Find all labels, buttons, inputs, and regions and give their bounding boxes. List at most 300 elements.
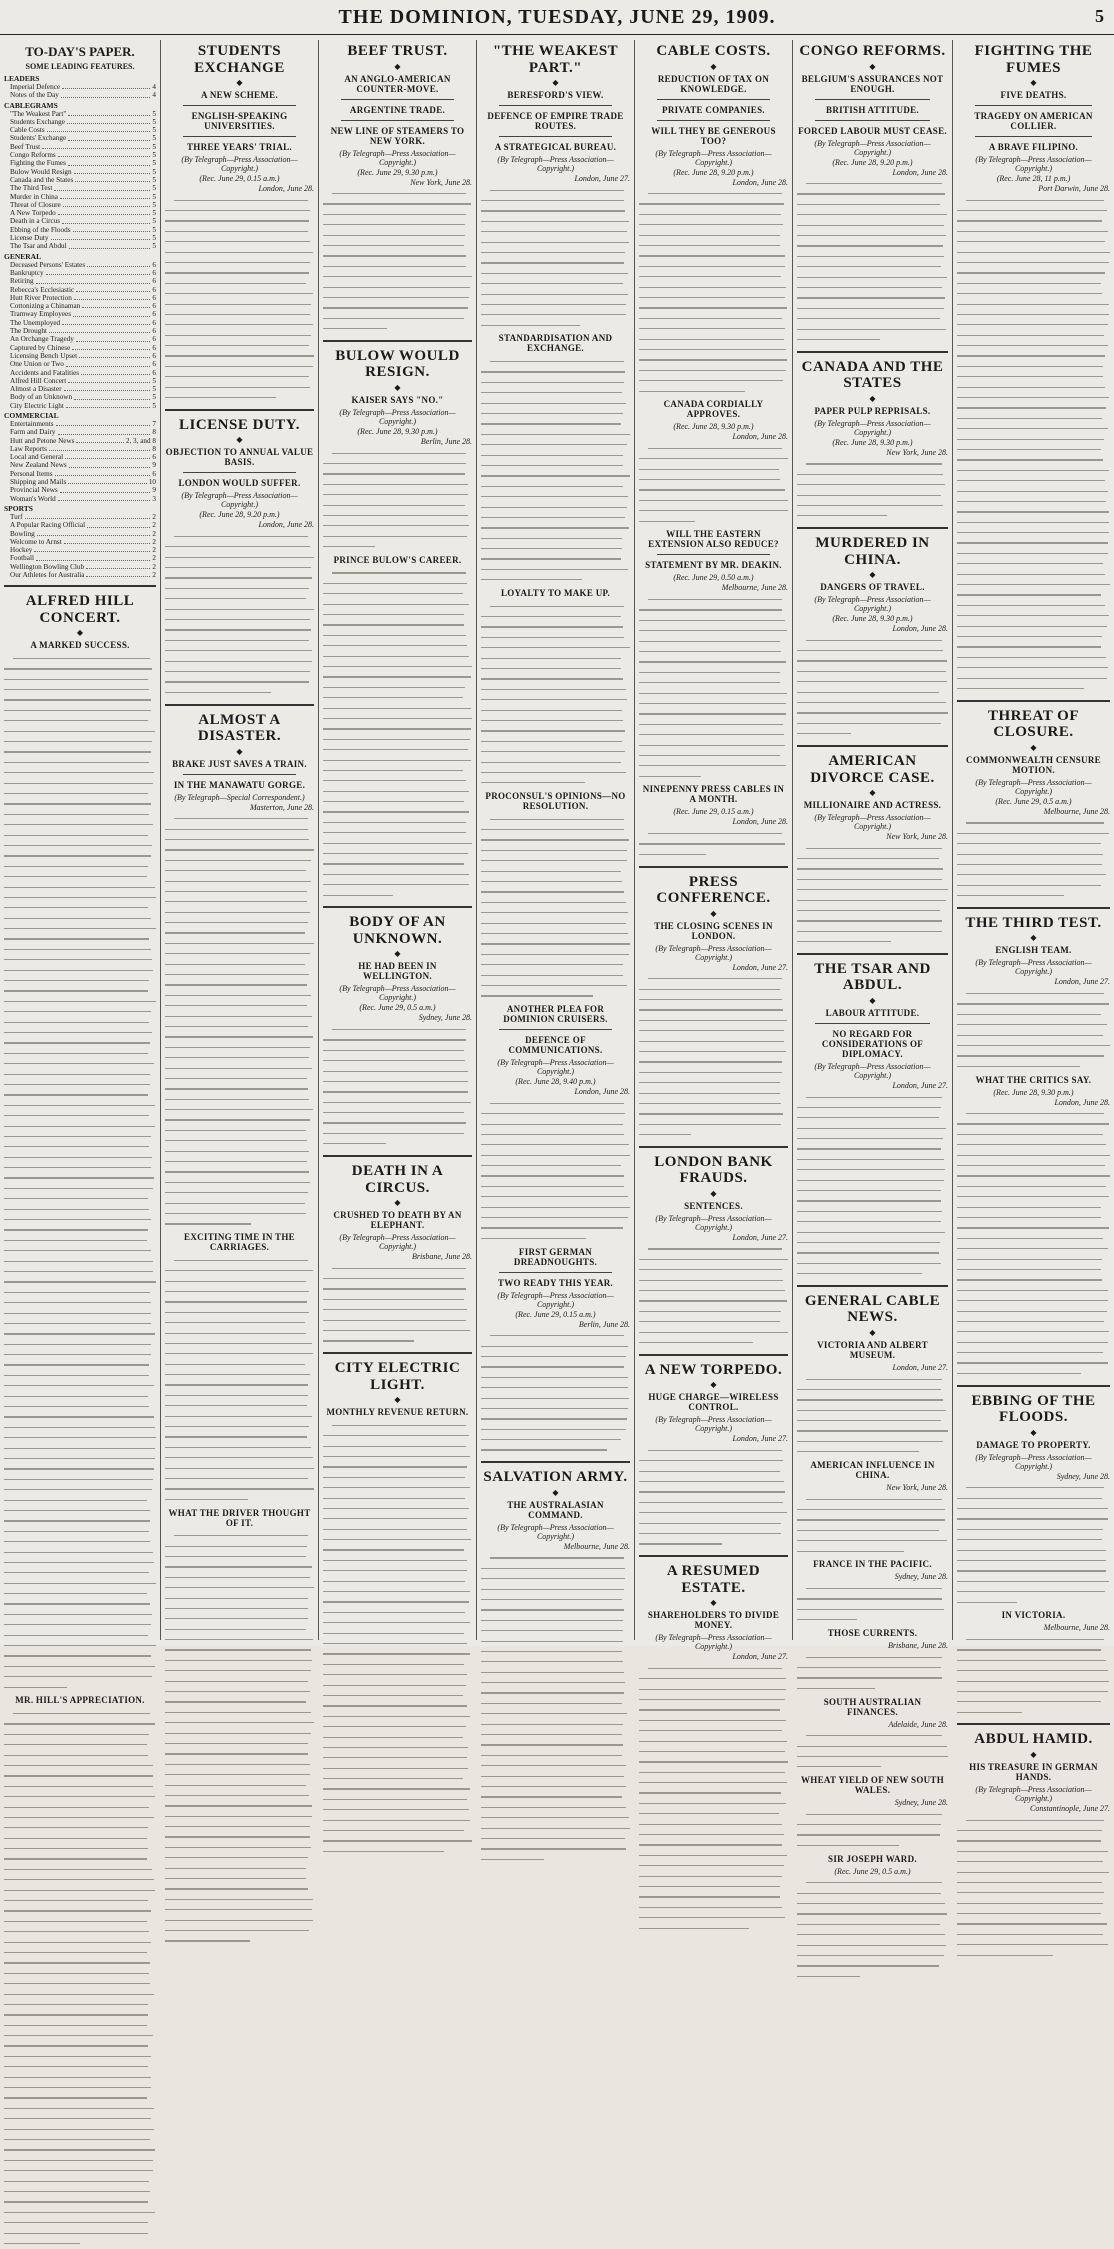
index-entry-page: 5 <box>152 159 156 168</box>
page-number: 5 <box>1095 6 1104 26</box>
article-subhead: TWO READY THIS YEAR. <box>497 1277 614 1288</box>
index-entry-page: 5 <box>152 167 156 176</box>
index-entry-page: 5 <box>152 151 156 160</box>
leader-dots <box>25 513 151 519</box>
index-entry-page: 6 <box>152 310 156 319</box>
ornament: ◆ <box>394 1198 401 1208</box>
article-subhead: DEFENCE OF EMPIRE TRADE ROUTES. <box>487 111 624 131</box>
ornament: ◆ <box>1030 78 1037 87</box>
article-body-text <box>323 568 472 901</box>
article-dateline: London, June 27. <box>574 174 630 183</box>
article-subhead: FIRST GERMAN DREADNOUGHTS. <box>513 1246 598 1267</box>
article-credit: (By Telegraph—Press Association—Copyright.) <box>339 984 456 1003</box>
divider <box>815 99 930 100</box>
index-entry <box>10 91 156 99</box>
index-entry-title: Personal Items <box>10 469 53 478</box>
article-dateline: London, June 28. <box>732 177 788 187</box>
divider <box>499 1029 612 1030</box>
index-entry-title: "The Weakest Part" <box>10 109 67 118</box>
index-entry-page: 2 <box>152 537 156 546</box>
index-entry-page: 5 <box>152 225 156 234</box>
leader-dots <box>73 226 151 232</box>
article-dateline: New York, June 28. <box>886 447 948 457</box>
leader-dots <box>82 302 150 308</box>
index-entry-page: 6 <box>152 343 156 352</box>
index-entry-title: Provincial News <box>10 486 58 495</box>
article-received: (Rec. June 28, 9.30 p.m.) <box>832 614 913 624</box>
index-entry <box>10 546 156 554</box>
leader-dots <box>79 352 150 358</box>
index-entry <box>10 420 156 428</box>
index-entry-page: 2 <box>152 554 156 563</box>
article-subhead: A MARKED SUCCESS. <box>30 640 130 651</box>
index-category: COMMERCIAL <box>4 410 59 420</box>
article-subhead: PROCONSUL'S OPINIONS—NO RESOLUTION. <box>485 791 626 812</box>
article-body-text <box>323 448 472 552</box>
leader-dots <box>73 310 150 316</box>
index-entry-title: Farm and Dairy <box>10 428 56 437</box>
article-body-text <box>639 1244 788 1348</box>
divider <box>499 1272 612 1273</box>
article-subhead: PRIVATE COMPANIES. <box>662 104 765 115</box>
index-entry <box>10 302 156 310</box>
article-subhead: THE CLOSING SCENES IN LONDON. <box>654 920 773 941</box>
leader-dots <box>67 118 151 124</box>
divider <box>957 1723 1110 1725</box>
leader-dots <box>81 369 150 375</box>
index-entry-page: 6 <box>152 453 156 462</box>
index-entry <box>10 310 156 318</box>
divider <box>957 700 1110 702</box>
index-entry-title: Fighting the Fumes <box>10 159 66 168</box>
ornament: ◆ <box>710 1380 717 1390</box>
index-entry-page: 5 <box>152 126 156 135</box>
index-entry-title: Cottonizing a Chinaman <box>10 302 81 311</box>
leader-dots <box>69 242 151 248</box>
article-body-text <box>797 843 948 947</box>
article-subhead: TRAGEDY ON AMERICAN COLLIER. <box>974 111 1093 131</box>
article-body-text <box>797 1878 948 1982</box>
divider <box>797 527 948 529</box>
column-articles <box>4 593 156 2248</box>
index-entry <box>10 360 156 368</box>
index-entry-title: Licensing Bench Upset <box>10 351 78 360</box>
article-received: (Rec. June 29, 0.15 a.m.) <box>673 807 754 817</box>
leader-dots <box>49 445 150 451</box>
leader-dots <box>74 294 151 300</box>
index-entry <box>10 495 156 503</box>
article-body-text <box>323 1024 472 1149</box>
index-entry <box>10 193 156 201</box>
divider <box>657 99 770 100</box>
index-subheading: SOME LEADING FEATURES. <box>25 62 135 71</box>
leader-dots <box>47 126 151 132</box>
article-received: (Rec. June 29, 9.30 p.m.) <box>357 167 438 177</box>
index-entry <box>10 168 156 176</box>
divider <box>957 1385 1110 1387</box>
divider <box>323 1352 472 1354</box>
article-body-text <box>797 1652 948 1694</box>
index-entry <box>10 319 156 327</box>
index-entry <box>10 83 156 91</box>
index-entry-page: 6 <box>152 268 156 277</box>
index-entry <box>10 294 156 302</box>
divider <box>341 120 454 121</box>
ornament: ◆ <box>552 1487 559 1497</box>
news-column-5 <box>792 40 952 1876</box>
article-body-text <box>4 653 156 1692</box>
article-subhead: LABOUR ATTITUDE. <box>825 1007 920 1018</box>
index-entry-title: Cable Costs <box>10 126 45 135</box>
article-subhead: AN ANGLO-AMERICAN COUNTER-MOVE. <box>344 73 451 94</box>
article-dateline: Masterton, June 28. <box>250 802 314 812</box>
article-subhead: NINEPENNY PRESS CABLES IN A MONTH. <box>642 784 785 805</box>
index-entry <box>10 461 156 469</box>
article-received: (Rec. June 29, 0.5 a.m.) <box>359 1003 436 1013</box>
index-entry <box>10 143 156 151</box>
index-entry-title: Retiring <box>10 277 34 286</box>
index-entry <box>10 269 156 277</box>
index-entry-title: Imperial Defence <box>10 83 61 91</box>
leader-dots <box>66 402 151 408</box>
leader-dots <box>36 554 150 560</box>
article-body-text <box>797 179 948 345</box>
leader-dots <box>68 377 150 383</box>
divider <box>797 745 948 747</box>
article-body-text <box>957 195 1110 694</box>
article-dateline: London, June 27. <box>732 1652 788 1662</box>
article-subhead: COMMONWEALTH CENSURE MOTION. <box>966 754 1101 775</box>
article-body-text <box>481 1098 630 1243</box>
article-body-text <box>323 1420 472 1856</box>
ornament: ◆ <box>869 788 876 797</box>
article-credit: (By Telegraph—Press Association—Copyright.) <box>975 1452 1092 1471</box>
article-headline: A RESUMED ESTATE. <box>666 1563 761 1596</box>
leader-dots <box>64 538 151 544</box>
leader-dots <box>68 110 150 116</box>
article-credit: (By Telegraph—Press Association—Copyright.) <box>181 491 298 510</box>
index-entry-page: 5 <box>152 401 156 410</box>
index-entry-title: Shipping and Mails <box>10 478 67 487</box>
ornament: ◆ <box>710 908 717 918</box>
article-body-text <box>957 1483 1110 1608</box>
index-entry-page: 8 <box>152 428 156 437</box>
article-credit: (By Telegraph—Press Association—Copyright.) <box>497 1522 614 1541</box>
index-entry-page: 5 <box>152 117 156 126</box>
article-body-text <box>639 974 788 1140</box>
article-headline: PRESS CONFERENCE. <box>656 873 771 907</box>
index-entry-title: An Orchange Tragedy <box>10 335 74 344</box>
index-entry-page: 5 <box>152 376 156 385</box>
article-subhead: AMERICAN INFLUENCE IN CHINA. <box>810 1460 935 1481</box>
index-heading: TO-DAY'S PAPER. <box>25 44 135 59</box>
news-column-3 <box>476 40 634 1640</box>
leader-dots <box>69 461 151 467</box>
index-entry-title: Our Athletes for Australia <box>10 571 85 580</box>
index-entry <box>10 521 156 529</box>
leader-dots <box>63 201 151 207</box>
news-column-6 <box>952 40 1114 1813</box>
index-entry <box>10 134 156 142</box>
index-entry-page: 2 <box>152 529 156 538</box>
leader-dots <box>65 453 150 459</box>
leader-dots <box>46 269 151 275</box>
divider <box>323 340 472 342</box>
index-entry <box>10 402 156 410</box>
index-entry-title: Woman's World <box>10 494 56 503</box>
ornament: ◆ <box>236 435 243 445</box>
leader-dots <box>87 261 150 267</box>
article-headline: LONDON BANK FRAUDS. <box>654 1153 773 1187</box>
divider <box>323 1155 472 1157</box>
news-column-2 <box>318 40 476 1640</box>
divider <box>975 105 1092 106</box>
article-subhead: FRANCE IN THE PACIFIC. <box>813 1559 932 1570</box>
article-headline: SALVATION ARMY. <box>483 1469 628 1486</box>
index-entry <box>10 478 156 486</box>
divider <box>639 866 788 868</box>
article-body-text <box>165 195 314 403</box>
index-entry <box>10 110 156 118</box>
index-entry-page: 2 <box>152 521 156 530</box>
article-subhead: LONDON WOULD SUFFER. <box>178 478 301 489</box>
index-entry-page: 6 <box>152 351 156 360</box>
index-entry <box>10 369 156 377</box>
article-body-text <box>481 601 630 788</box>
divider <box>957 907 1110 909</box>
index-entry-title: Threat of Closure <box>10 200 61 209</box>
article-body-text <box>4 1708 156 2248</box>
divider <box>183 105 296 106</box>
divider <box>815 120 930 121</box>
article-body-text <box>797 1374 948 1457</box>
index-entry-title: License Duty <box>10 234 49 243</box>
index-category: SPORTS <box>4 503 33 513</box>
article-subhead: FORCED LABOUR MUST CEASE. <box>798 125 947 136</box>
index-entry <box>10 201 156 209</box>
article-subhead: REDUCTION OF TAX ON KNOWLEDGE. <box>657 73 770 94</box>
leader-dots <box>76 286 150 292</box>
article-body-text <box>481 185 630 330</box>
article-body-text <box>957 1815 1110 1960</box>
article-headline: ALFRED HILL CONCERT. <box>25 593 135 626</box>
index-entry <box>10 327 156 335</box>
article-body-text <box>639 594 788 781</box>
article-dateline: London, June 28. <box>892 624 948 634</box>
article-received: (Rec. June 28, 9.20 p.m.) <box>673 167 754 177</box>
article-dateline: New York, June 28. <box>410 177 472 187</box>
leader-dots <box>74 168 151 174</box>
article-subhead: A NEW SCHEME. <box>201 90 278 100</box>
index-entry-title: Turf <box>10 512 23 521</box>
ornament: ◆ <box>869 995 876 1005</box>
article-credit: (By Telegraph—Press Association—Copyright.) <box>814 418 931 437</box>
article-dateline: Sydney, June 28. <box>418 1013 472 1023</box>
article-headline: ABDUL HAMID. <box>974 1731 1093 1748</box>
index-entry-title: Wellington Bowling Club <box>10 562 85 571</box>
article-received: (Rec. June 28, 9.30 p.m.) <box>673 422 754 432</box>
index-entry-title: Deceased Persons' Estates <box>10 260 86 269</box>
article-received: (Rec. June 29, 0.15 a.m.) <box>515 1309 596 1319</box>
article-credit: (By Telegraph—Press Association—Copyright.) <box>497 1290 614 1309</box>
article-headline: BODY OF AN UNKNOWN. <box>349 914 446 947</box>
index-entry-page: 5 <box>152 142 156 151</box>
index-entry-title: Entertainments <box>10 419 54 428</box>
article-credit: (By Telegraph—Press Association—Copyright.) <box>339 148 456 167</box>
ornament: ◆ <box>869 570 876 580</box>
leader-dots <box>58 428 151 434</box>
article-received: (Rec. June 28, 11 p.m.) <box>996 174 1071 183</box>
index-entry-title: Canada and the States <box>10 175 74 184</box>
article-headline: LICENSE DUTY. <box>179 416 300 433</box>
index-entry <box>10 352 156 360</box>
index-entry-page: 5 <box>152 234 156 243</box>
article-body-text <box>639 828 788 859</box>
article-subhead: NEW LINE OF STEAMERS TO NEW YORK. <box>330 125 465 146</box>
article-headline: THREAT OF CLOSURE. <box>987 707 1080 741</box>
leader-dots <box>37 530 151 536</box>
index-entry-title: Ebbing of the Floods <box>10 225 71 234</box>
article-credit: (By Telegraph—Press Association—Copyright.) <box>975 958 1092 977</box>
index-entry-page: 5 <box>152 109 156 118</box>
index-entry-page: 4 <box>152 83 156 91</box>
divider <box>183 774 296 775</box>
article-dateline: London, June 28. <box>574 1087 630 1097</box>
leader-dots <box>76 437 123 443</box>
article-headline: CITY ELECTRIC LIGHT. <box>334 1360 461 1393</box>
index-entry <box>10 184 156 192</box>
index-entry-page: 4 <box>152 91 156 100</box>
article-headline: THE THIRD TEST. <box>965 914 1102 931</box>
leader-dots <box>60 193 150 199</box>
article-subhead: WHEAT YIELD OF NEW SOUTH WALES. <box>800 1775 945 1796</box>
index-entry <box>10 159 156 167</box>
leader-dots <box>76 335 151 341</box>
article-received: (Rec. June 28, 9.30 p.m.) <box>357 426 438 436</box>
article-dateline: London, June 27. <box>892 1080 948 1090</box>
leader-dots <box>58 495 151 501</box>
article-subhead: IN THE MANAWATU GORGE. <box>173 779 306 790</box>
index-entry-page: 6 <box>152 285 156 294</box>
article-body-text <box>165 531 314 697</box>
index-entry <box>10 286 156 294</box>
leader-dots <box>60 486 151 492</box>
index-category: LEADERS <box>4 74 40 83</box>
index-entry-title: Death in a Circus <box>10 217 61 226</box>
article-subhead: FIVE DEATHS. <box>1000 90 1067 100</box>
article-credit: (By Telegraph—Press Association—Copyright.) <box>655 148 772 167</box>
index-entry-title: Captured by Chinese <box>10 343 71 352</box>
article-received: (Rec. June 29, 0.5 a.m.) <box>995 796 1072 806</box>
article-headline: CONGO REFORMS. <box>799 43 946 59</box>
article-headline: FIGHTING THE FUMES <box>974 43 1093 76</box>
article-credit: (By Telegraph—Press Association—Copyright.) <box>339 1233 456 1252</box>
index-entry <box>10 530 156 538</box>
article-credit: (By Telegraph—Press Association—Copyright.) <box>814 595 931 614</box>
index-entry <box>10 209 156 217</box>
index-entry-page: 2 <box>152 512 156 521</box>
leader-dots <box>49 327 150 333</box>
article-subhead: ENGLISH TEAM. <box>995 945 1072 956</box>
article-body-text <box>481 1331 630 1456</box>
index-entry-title: Hutt River Protection <box>10 293 72 302</box>
index-entry-title: Alfred Hill Concert <box>10 376 67 385</box>
index-entry-page: 6 <box>152 469 156 478</box>
leader-dots <box>54 184 150 190</box>
leader-dots <box>68 134 150 140</box>
index-entry-title: Rebecca's Ecclesiastic <box>10 285 75 294</box>
index-entry-page: 6 <box>152 277 156 286</box>
index-entry-title: One Union or Two <box>10 360 64 369</box>
article-body-text <box>639 1445 788 1549</box>
article-dateline: Sydney, June 28. <box>894 1798 948 1808</box>
article-received: (Rec. June 28, 9.40 p.m.) <box>515 1077 596 1087</box>
index-entry-title: Hutt and Petone News <box>10 436 75 445</box>
article-subhead: MILLIONAIRE AND ACTRESS. <box>803 800 942 810</box>
divider <box>499 136 612 137</box>
article-body-text <box>957 1109 1110 1379</box>
index-entry <box>10 344 156 352</box>
ornament: ◆ <box>1030 742 1037 752</box>
article-received: (Rec. June 29, 0.5 a.m.) <box>834 1866 911 1876</box>
divider <box>481 1461 630 1463</box>
article-credit: (By Telegraph—Press Association—Copyright.) <box>655 943 772 962</box>
index-entry <box>10 445 156 453</box>
divider <box>639 1354 788 1356</box>
index-entry-title: Murder in China <box>10 192 58 201</box>
article-body-text <box>797 1583 948 1625</box>
divider <box>183 472 296 473</box>
index-entry-title: Congo Reforms <box>10 151 56 160</box>
article-body-text <box>797 1494 948 1556</box>
article-body-text <box>481 356 630 585</box>
article-credit: (By Telegraph—Press Association—Copyright.) <box>975 777 1092 796</box>
article-dateline: London, June 27. <box>732 1232 788 1242</box>
index-entry <box>10 563 156 571</box>
ornament: ◆ <box>710 61 717 71</box>
index-entry-title: Almost a Disaster <box>10 385 62 394</box>
index-entry-page: 5 <box>152 175 156 184</box>
index-entry-page: 6 <box>152 318 156 327</box>
divider <box>499 105 612 106</box>
leader-dots <box>66 360 151 366</box>
index-entry <box>10 385 156 393</box>
article-dateline: Berlin, June 28. <box>578 1319 630 1329</box>
article-subhead: LOYALTY TO MAKE UP. <box>500 588 611 599</box>
ornament: ◆ <box>1030 1427 1037 1437</box>
article-received: (Rec. June 28, 9.20 p.m.) <box>832 157 913 167</box>
article-dateline: Melbourne, June 28. <box>563 1541 630 1551</box>
index-entry-page: 5 <box>152 385 156 394</box>
index-entry-title: Welcome to Arnst <box>10 537 62 546</box>
divider <box>639 1146 788 1148</box>
divider <box>165 409 314 411</box>
article-headline: GENERAL CABLE NEWS. <box>804 1292 941 1326</box>
divider <box>657 120 770 121</box>
news-column-4 <box>634 40 792 1662</box>
article-subhead: OBJECTION TO ANNUAL VALUE BASIS. <box>165 447 314 468</box>
index-entry <box>10 335 156 343</box>
index-entry-title: Law Reports <box>10 444 47 453</box>
article-subhead: SOUTH AUSTRALIAN FINANCES. <box>823 1696 922 1717</box>
article-subhead: DANGERS OF TRAVEL. <box>820 582 925 593</box>
leader-dots <box>36 277 151 283</box>
article-subhead: SIR JOSEPH WARD. <box>828 1853 917 1864</box>
article-dateline: Sydney, June 28. <box>1056 1471 1110 1481</box>
index-entry-title: The Third Test <box>10 184 53 193</box>
index-entry <box>10 571 156 579</box>
index-list <box>4 74 156 587</box>
